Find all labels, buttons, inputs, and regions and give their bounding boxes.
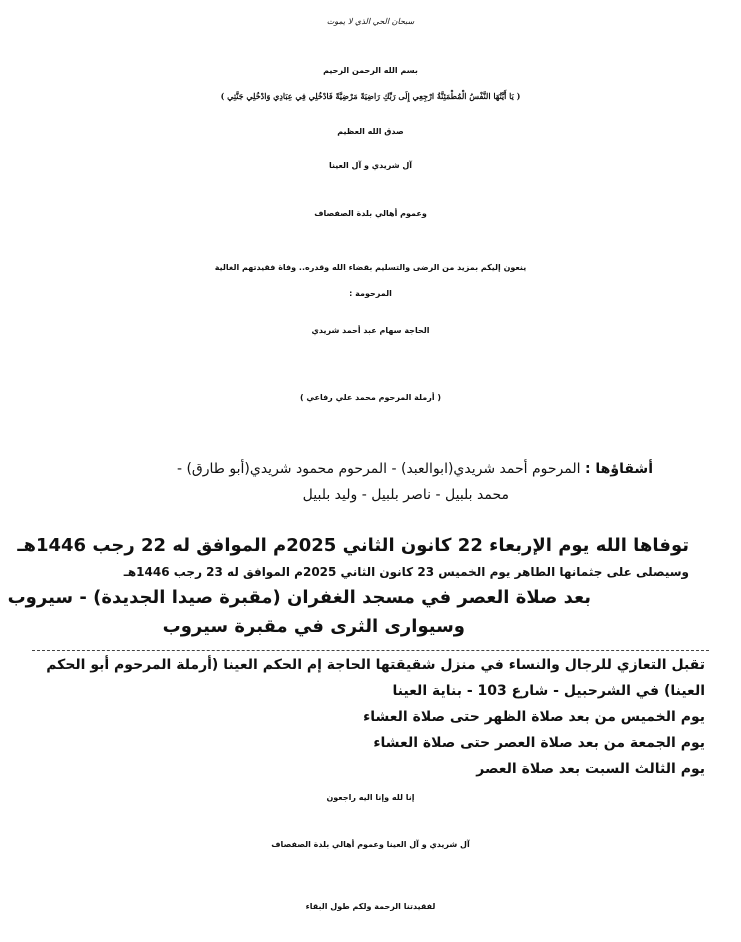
- condolences-line-1: تقبل التعازي للرجال والنساء في منزل شقيقتها الحاجة إم الحكم العينا (أرملة المرحوم أبو الحكم: [46, 657, 705, 673]
- announcement-line: ينعون إليكم بمزيد من الرضى والتسليم بقضاء الله وقدره.. وفاة فقيدتهم الغالية: [214, 263, 527, 272]
- funeral-prayer-place: بعد صلاة العصر في مسجد الغفران (مقبرة صيدا الجديدة) - سيروب: [7, 587, 591, 608]
- siblings-names-1: المرحوم أحمد شريدي(ابوالعبد) - المرحوم محمود شريدي(أبو طارق) -: [176, 461, 581, 477]
- tagline: سبحان الحي الذي لا يموت: [326, 17, 415, 26]
- siblings-line-1: [177, 462, 653, 477]
- burial-place: وسيوارى الثرى في مقبرة سيروب: [162, 616, 465, 637]
- sadaqa-line: صدق الله العظيم: [337, 127, 404, 136]
- family-names: آل شريدي و آل العينا: [328, 161, 413, 170]
- widow-of: ( أرملة المرحوم محمد علي رفاعي ): [299, 393, 442, 402]
- quran-verse: ( يَا أَيَّتُهَا النَّفْسُ الْمُطْمَئِنَّةُ ارْجِعِي إِلَى رَبِّكِ رَاضِيَةً مَرْضِيَّةً فَادْخُلِي فِي عِبَادِي وَادْخُلِي جَنَّتِي ): [220, 91, 521, 101]
- condolences-line-2: العينا) في الشرحبيل - شارع 103 - بناية العينا: [392, 683, 705, 699]
- siblings-line-2: محمد بلبيل - ناصر بلبيل - وليد بلبيل: [302, 487, 509, 503]
- basmala: بسم الله الرحمن الرحيم: [323, 66, 418, 75]
- condolences-saturday: يوم الثالث السبت بعد صلاة العصر: [476, 761, 705, 777]
- condolences-thursday: يوم الخميس من بعد صلاة الظهر حتى صلاة العشاء: [363, 709, 705, 725]
- death-date: توفاها الله يوم الإربعاء 22 كانون الثاني 2025م الموافق له 22 رجب 1446هـ: [17, 535, 689, 556]
- funeral-prayer-date: وسيصلى على جثمانها الطاهر يوم الخميس 23 كانون الثاني 2025م الموافق له 23 رجب 1446هـ: [123, 565, 689, 579]
- deceased-label: المرحومة :: [349, 289, 392, 298]
- siblings-label: أشقاؤها :: [584, 461, 653, 477]
- divider: [32, 650, 709, 651]
- condolences-friday: يوم الجمعة من بعد صلاة العصر حتى صلاة العشاء: [373, 735, 705, 751]
- signature: آل شريدي و آل العينا وعموم أهالي بلدة الصفصاف: [271, 840, 470, 849]
- closing-verse: إنا لله وإنا اليه راجعون: [326, 793, 415, 802]
- closing-prayer: لفقيدتنا الرحمة ولكم طول البقاء: [305, 902, 436, 911]
- village-families: وعموم أهالي بلدة الصفصاف: [314, 209, 427, 218]
- deceased-name: الحاجة سهام عبد أحمد شريدي: [311, 326, 430, 335]
